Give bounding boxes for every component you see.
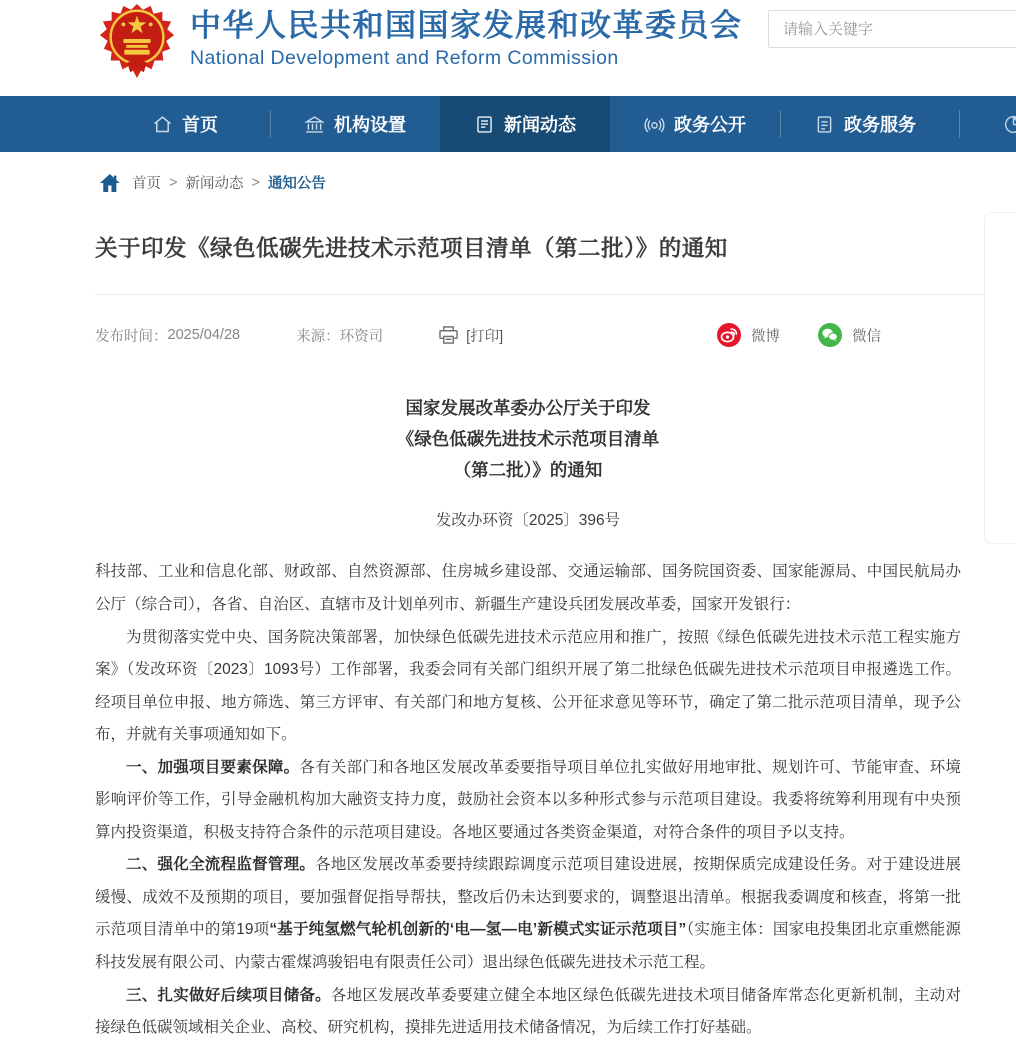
site-header — [0, 0, 1016, 96]
nav-item-services[interactable] — [780, 96, 950, 152]
news-icon — [474, 114, 495, 135]
article-content — [95, 231, 961, 1045]
pie-clock-icon — [1003, 114, 1016, 135]
wechat-label: 微信 — [852, 328, 881, 345]
nav-item-orgs[interactable] — [270, 96, 440, 152]
share-group — [717, 323, 961, 347]
nav-items — [100, 96, 950, 152]
nav-label: 政务公开 — [674, 115, 746, 135]
nav-label: 首页 — [182, 115, 218, 135]
print-label: [打印] — [466, 328, 504, 345]
article-paragraph: 科技部、工业和信息化部、财政部、自然资源部、住房城乡建设部、交通运输部、国务院国资委、国家能源局、中国民航局办公厅（综合司），各省、自治区、直辖市及计划单列市、新疆生产建设兵团发展改革委，国家开发银行： — [95, 563, 961, 613]
breadcrumb-items — [132, 172, 326, 193]
article-meta-row — [95, 323, 961, 347]
nav-label: 政务服务 — [844, 115, 916, 135]
article-paragraph: 二、强化全流程监督管理。各地区发展改革委要持续跟踪调度示范项目建设进展，按期保质完成建设任务。对于建设进展缓慢、成效不及预期的项目，要加强督促指导帮扶，整改后仍未达到要求的，调整退出清单。根据我委调度和核查，将第一批示范项目清单中的第19项“基于纯氢燃气轮机创新的‘电—氢—电’新模式实证示范项目”（实施主体：国家电投集团北京重燃能源科技发展有限公司、内蒙古霍煤鸿骏铝电有限责任公司）退出绿色低碳先进技术示范工程。 — [95, 856, 961, 971]
home-icon[interactable] — [100, 174, 120, 192]
page-title: 关于印发《绿色低碳先进技术示范项目清单（第二批）》的通知 — [95, 236, 728, 261]
broadcast-icon — [644, 114, 665, 135]
weibo-label: 微博 — [751, 328, 780, 345]
share-weibo-button[interactable] — [717, 323, 780, 347]
nav-label: 机构设置 — [334, 115, 406, 135]
publish-time-value: 2025/04/28 — [167, 327, 241, 343]
home-icon — [152, 114, 173, 135]
breadcrumb-item[interactable]: 新闻动态 — [185, 176, 244, 192]
publish-time — [95, 325, 240, 346]
search-input[interactable] — [768, 10, 1016, 48]
site-title-cn: 中华人民共和国国家发展和改革委员会 — [190, 8, 743, 43]
share-wechat-button[interactable] — [818, 323, 881, 347]
article-paragraph: 三、扎实做好后续项目储备。各地区发展改革委要建立健全本地区绿色低碳先进技术项目储备库常态化更新机制，主动对接绿色低碳领域相关企业、高校、研究机构，摸排先进适用技术储备情况，为后续工作打好基础。 — [95, 986, 961, 1037]
wechat-icon — [818, 323, 842, 347]
breadcrumb — [100, 172, 1016, 193]
printer-icon — [439, 326, 458, 344]
main-nav — [0, 96, 1016, 152]
document-title — [95, 393, 961, 486]
institution-icon — [304, 114, 325, 135]
nav-item-openness[interactable] — [610, 96, 780, 152]
national-emblem-logo[interactable] — [98, 2, 176, 80]
title-divider — [95, 294, 1010, 295]
nav-item-home[interactable] — [100, 96, 270, 152]
source — [296, 325, 383, 346]
floating-side-panel-edge[interactable] — [984, 212, 1016, 544]
article-paragraph: 为贯彻落实党中央、国务院决策部署，加快绿色低碳先进技术示范应用和推广，按照《绿色低碳先进技术示范工程实施方案》（发改环资〔2023〕1093号）工作部署，我委会同有关部门组织开展了第二批绿色低碳先进技术示范项目申报遴选工作。经项目单位申报、地方筛选、第三方评审、有关部门和地方复核、公开征求意见等环节，确定了第二批示范项目清单，现予公布，并就有关事项通知如下。 — [95, 628, 961, 744]
breadcrumb-item[interactable]: 通知公告 — [267, 176, 326, 192]
national-emblem-icon — [98, 2, 176, 80]
breadcrumb-separator: > — [251, 174, 260, 191]
article-paragraph: 一、加强项目要素保障。各有关部门和各地区发展改革委要指导项目单位扎实做好用地审批、规划许可、节能审查、环境影响评价等工作，引导金融机构加大融资支持力度，鼓励社会资本以多种形式参与示范项目建设。我委将统筹利用现有中央预算内投资渠道，积极支持符合条件的示范项目建设。各地区要通过各类资金渠道，对符合条件的项目予以支持。 — [95, 758, 961, 841]
nav-label: 新闻动态 — [504, 115, 576, 135]
print-button[interactable] — [439, 325, 503, 346]
document-title-line: （第二批）》的通知 — [453, 460, 603, 481]
document-title-line: 国家发展改革委办公厅关于印发 — [405, 398, 651, 418]
article-paragraphs — [95, 556, 961, 1044]
nav-item-news[interactable] — [440, 96, 610, 152]
nav-item-more[interactable] — [1003, 96, 1016, 152]
weibo-icon — [717, 323, 741, 347]
publish-time-label: 发布时间： — [95, 328, 168, 345]
document-title-line: 《绿色低碳先进技术示范项目清单 — [396, 429, 660, 450]
document-icon — [814, 114, 835, 135]
source-value: 环资司 — [339, 328, 384, 345]
breadcrumb-separator: > — [169, 174, 178, 191]
document-number: 发改办环资〔2025〕396号 — [435, 512, 621, 530]
header-titles — [190, 8, 743, 70]
source-label: 来源： — [296, 328, 340, 345]
site-title-en: National Development and Reform Commission — [190, 46, 619, 69]
breadcrumb-item[interactable]: 首页 — [132, 176, 161, 192]
